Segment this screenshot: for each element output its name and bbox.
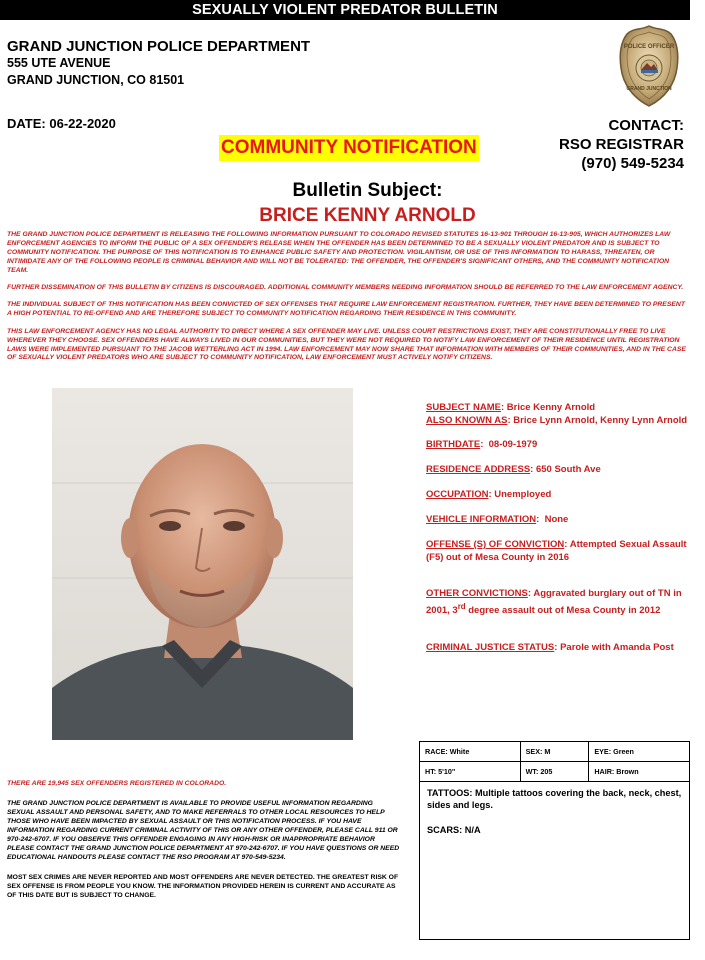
info-label: OCCUPATION: [426, 489, 489, 501]
info-label: CRIMINAL JUSTICE STATUS: [426, 641, 555, 653]
info-aka: ALSO KNOWN AS: Brice Lynn Arnold, Kenny Lynn Arnold: [426, 414, 688, 426]
race-cell: RACE: White: [420, 742, 521, 762]
table-row: [420, 742, 690, 762]
info-label: RESIDENCE ADDRESS: [426, 464, 531, 476]
sex-cell: SEX: M: [520, 742, 589, 762]
badge-bottom-text: GRAND JUNCTION: [626, 86, 672, 92]
tattoos-text: TATTOOS: Multiple tattoos covering the back, neck, chest, sides and legs.: [427, 788, 682, 810]
info-label: VEHICLE INFORMATION: [426, 514, 537, 526]
info-value-superscript: rd: [457, 601, 466, 611]
info-value: Aggravated burglary out of TN in 2001, 3: [426, 588, 682, 616]
info-subject-name: SUBJECT NAME: Brice Kenny Arnold: [426, 402, 596, 413]
info-label: ALSO KNOWN AS: [426, 414, 508, 426]
bulletin-title: SEXUALLY VIOLENT PREDATOR BULLETIN: [0, 0, 690, 20]
footer-notice: [7, 779, 402, 900]
bulletin-date: DATE: 06-22-2020: [7, 116, 116, 131]
info-value: degree assault out of Mesa County in 2012: [465, 604, 661, 616]
department-address-line1: 555 UTE AVENUE: [7, 56, 111, 70]
info-birthdate: BIRTHDATE: 08-09-1979: [426, 439, 538, 451]
info-occupation: OCCUPATION: Unemployed: [426, 489, 552, 501]
subject-portrait-icon: [52, 388, 353, 740]
info-offense: OFFENSE (S) OF CONVICTION: Attempted Sexual Assault (F5) out of Mesa County in 2016: [426, 539, 687, 563]
info-vehicle: VEHICLE INFORMATION: None: [426, 514, 569, 526]
contact-phone: (970) 549-5234: [581, 155, 684, 172]
info-label: OFFENSE (S) OF CONVICTION: [426, 539, 565, 551]
physical-description-table: [419, 741, 690, 782]
subject-photo: [52, 388, 353, 740]
legal-paragraph: THE INDIVIDUAL SUBJECT OF THIS NOTIFICATION HAS BEEN CONVICTED OF SEX OFFENSES THAT REQUIRE LAW ENFORCEMENT REGISTRATION. FURTHER, THEY HAVE BEEN DETERMINED TO PRESENT A HIGH POTENTIAL TO RE-OFFEND AND ARE THEREFORE SUBJECT TO COMMUNITY NOTIFICATION REGARDING THEIR RESIDENCE IN THIS COMMUNITY.: [7, 301, 685, 318]
department-address-line2: GRAND JUNCTION, CO 81501: [7, 73, 185, 87]
info-value: Parole with Amanda Post: [560, 641, 674, 653]
registered-count-text: THERE ARE 19,945 SEX OFFENDERS REGISTERED IN COLORADO.: [7, 780, 227, 787]
legal-paragraph: THE GRAND JUNCTION POLICE DEPARTMENT IS RELEASING THE FOLLOWING INFORMATION PURSUANT TO COLORADO REVISED STATUTES 16-13-901 THROUGH 16-13-905, WHICH AUTHORIZES LAW ENFORCEMENT AGENCIES TO INFORM THE PUBLIC OF A SEX OFFENDER'S RELEASE WHEN THE OFFENDER HAS BEEN DETERMINED TO BE A SEXUALLY VIOLENT PREDATOR AND IS SUBJECT TO COMMUNITY NOTIFICATION. THE PURPOSE OF THIS NOTIFICATION IS TO ENHANCE PUBLIC SAFETY AND PROTECTION. VIGILANTISM, OR USE OF THIS INFORMATION TO HARASS, THREATEN, OR INTIMIDATE ANY OF THE FOLLOWING PEOPLE IS CRIMINAL BEHAVIOR AND WILL NOT BE TOLERATED: THE OFFENDER, THE OFFENDER'S SIGNIFICANT OTHERS, AND THE COMMUNITY NOTIFICATION TEAM.: [7, 231, 671, 274]
legal-notice: [7, 231, 687, 372]
hair-cell: HAIR: Brown: [589, 762, 690, 782]
info-value: None: [544, 514, 569, 526]
resources-text: THE GRAND JUNCTION POLICE DEPARTMENT IS AVAILABLE TO PROVIDE USEFUL INFORMATION REGARDING SEXUAL ASSAULT AND PERSONAL SAFETY, AND TO MAKE REFERRALS TO OTHER LOCAL RESOURCES TO HELP THOSE WHO HAVE BEEN IMPACTED BY SEXUAL ASSAULT OR THIS NOTIFICATION PROCESS. IF YOU HAVE INFORMATION REGARDING CURRENT CRIMINAL ACTIVITY OF THIS OR ANY OTHER OFFENDER, PLEASE CALL 911 OR 970-242-6707. IF YOU OBSERVE THIS OFFENDER ENGAGING IN ANY HIGH-RISK OR INAPPROPRIATE BEHAVIOR PLEASE CONTACT THE GRAND JUNCTION POLICE DEPARTMENT AT 970-242-6707. IF YOU HAVE QUESTIONS OR NEED EDUCATIONAL HANDOUTS PLEASE CONTACT THE RSO PROGRAM AT 970-549-5234.: [7, 800, 400, 861]
info-justice-status: CRIMINAL JUSTICE STATUS: Parole with Amanda Post: [426, 641, 674, 653]
police-badge-icon: [617, 24, 681, 108]
legal-paragraph: FURTHER DISSEMINATION OF THIS BULLETIN BY CITIZENS IS DISCOURAGED. ADDITIONAL COMMUNITY MEMBERS NEEDING INFORMATION SHOULD BE REFERRED TO THE LAW ENFORCEMENT AGENCY.: [7, 284, 684, 292]
identifying-marks-box: [419, 781, 690, 940]
scars-text: SCARS: N/A: [427, 825, 481, 835]
subject-info-panel: [426, 402, 688, 666]
contact-name: RSO REGISTRAR: [558, 136, 684, 153]
info-value: 650 South Ave: [535, 464, 601, 476]
info-value: Attempted Sexual Assault (F5) out of Mesa County in 2016: [426, 539, 687, 563]
badge-top-text: POLICE OFFICER: [623, 44, 675, 50]
table-row: [420, 762, 690, 782]
info-value: Unemployed: [494, 489, 552, 501]
info-label: OTHER CONVICTIONS: [426, 588, 528, 600]
info-label: SUBJECT NAME: [426, 402, 501, 413]
info-other-convictions: OTHER CONVICTIONS: Aggravated burglary out of TN in 2001, 3rd degree assault out of Mesa County in 2012: [426, 588, 682, 616]
info-value: 08-09-1979: [488, 439, 538, 451]
info-value: Brice Kenny Arnold: [506, 402, 596, 413]
bulletin-subject-name: BRICE KENNY ARNOLD: [259, 205, 476, 226]
disclaimer-text: MOST SEX CRIMES ARE NEVER REPORTED AND MOST OFFENDERS ARE NEVER DETECTED. THE GREATEST RISK OF SEX OFFENSE IS FROM PEOPLE YOU KNOW. THE INFORMATION PROVIDED HEREIN IS CURRENT AND ACCURATE AS OF THIS DATE BUT IS SUBJECT TO CHANGE.: [7, 874, 399, 899]
eye-cell: EYE: Green: [589, 742, 690, 762]
community-notification-banner: COMMUNITY NOTIFICATION: [219, 135, 479, 161]
department-block: [7, 38, 310, 89]
height-cell: HT: 5'10": [420, 762, 521, 782]
contact-block: [559, 116, 684, 173]
legal-paragraph: THIS LAW ENFORCEMENT AGENCY HAS NO LEGAL AUTHORITY TO DIRECT WHERE A SEX OFFENDER MAY LIVE. UNLESS COURT RESTRICTIONS EXIST, THEY ARE CONSTITUTIONALLY FREE TO LIVE WHEREVER THEY CHOOSE. SEX OFFENDERS HAVE ALWAYS LIVED IN OUR COMMUNITIES, BUT THEY WERE NOT REQUIRED TO NOTIFY LAW ENFORCEMENT OF THEIR RESIDENCE UNTIL REGISTRATION LAWS WERE IMPLEMENTED PURSUANT TO THE JACOB WETTERLING ACT IN 1994. LAW ENFORCEMENT MAY NOW SHARE THAT INFORMATION WITH MEMBERS OF THEIR COMMUNITIES, AND IN THE CASE OF SEXUALLY VIOLENT PREDATORS WHO ARE SUBJECT TO COMMUNITY NOTIFICATION, LAW ENFORCEMENT MUST ACTIVELY NOTIFY CITIZENS.: [7, 327, 686, 362]
contact-label: CONTACT:: [608, 117, 684, 134]
department-name: GRAND JUNCTION POLICE DEPARTMENT: [7, 38, 311, 55]
weight-cell: WT: 205: [520, 762, 589, 782]
info-residence: RESIDENCE ADDRESS: 650 South Ave: [426, 464, 601, 476]
info-value: Brice Lynn Arnold, Kenny Lynn Arnold: [513, 414, 688, 426]
info-label: BIRTHDATE: [426, 439, 481, 451]
bulletin-subject-label: Bulletin Subject:: [292, 180, 443, 201]
